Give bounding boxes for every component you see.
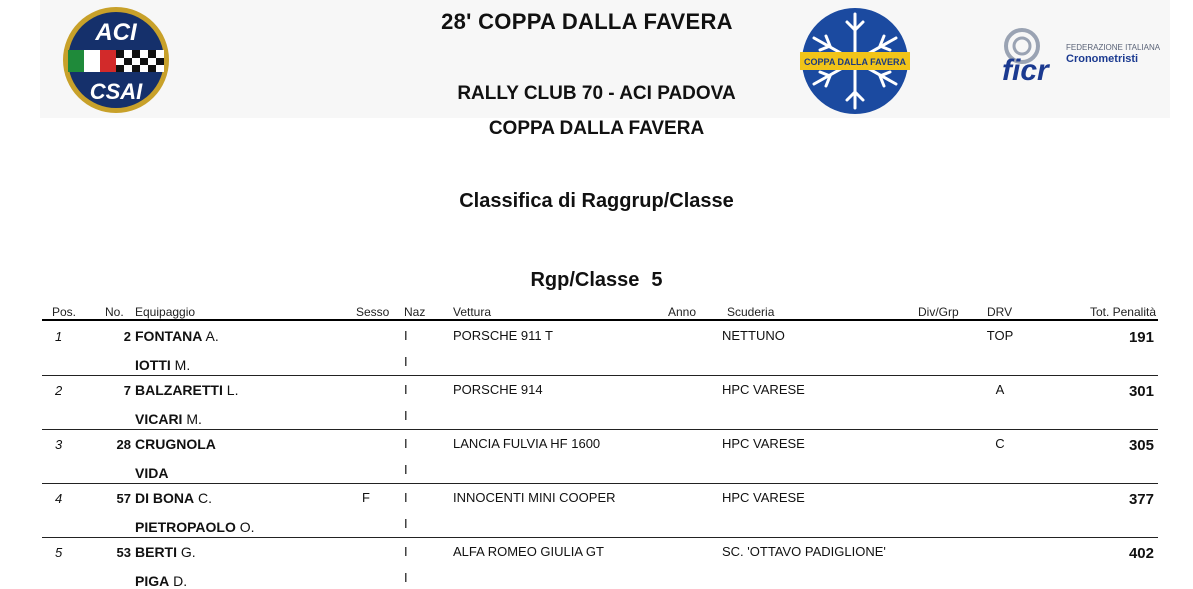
row-car: PORSCHE 914 — [453, 382, 543, 397]
driver-1 — [135, 490, 212, 506]
driver-2-initial: D. — [169, 573, 188, 589]
event-title: 28' COPPA DALLA FAVERA — [441, 9, 733, 34]
classification-title: Classifica di Raggrup/Classe — [459, 190, 734, 212]
col-penalty: Tot. Penalità — [1089, 305, 1156, 319]
row-number: 28 — [116, 437, 131, 452]
row-penalty: 377 — [1128, 491, 1154, 508]
row-nat-1: I — [404, 382, 408, 397]
group-value: 5 — [651, 269, 663, 291]
row-number: 7 — [123, 383, 131, 398]
col-nat: Naz — [404, 305, 426, 319]
col-sex: Sesso — [356, 305, 390, 319]
row-nat-2: I — [404, 570, 408, 585]
row-nat-1: I — [404, 490, 408, 505]
driver-2-surname: IOTTI — [135, 357, 171, 373]
row-car: LANCIA FULVIA HF 1600 — [453, 436, 601, 451]
row-team: HPC VARESE — [722, 382, 805, 397]
row-team: SC. 'OTTAVO PADIGLIONE' — [722, 544, 886, 559]
driver-2-initial: O. — [235, 519, 255, 535]
driver-2-surname: PIGA — [135, 573, 170, 589]
driver-2 — [135, 357, 190, 373]
row-divider — [42, 429, 1158, 430]
row-nat-1: I — [404, 544, 408, 559]
row-drv: C — [995, 436, 1005, 451]
row-penalty: 301 — [1128, 383, 1154, 400]
row-divider — [42, 483, 1158, 484]
row-penalty: 191 — [1128, 329, 1154, 346]
row-drv: A — [995, 382, 1005, 397]
row-pos: 1 — [55, 329, 63, 344]
driver-1-surname: CRUGNOLA — [135, 436, 216, 452]
col-crew: Equipaggio — [135, 305, 196, 319]
organizer-title: RALLY CLUB 70 - ACI PADOVA — [457, 83, 736, 104]
driver-1-initial: G. — [177, 544, 196, 560]
row-number: 2 — [123, 329, 131, 344]
row-drv: TOP — [986, 328, 1014, 343]
col-drv: DRV — [987, 305, 1013, 319]
row-team: HPC VARESE — [722, 436, 805, 451]
row-number: 53 — [116, 545, 131, 560]
ficr-mark-text: ficr — [1002, 54, 1049, 87]
row-divider — [42, 537, 1158, 538]
aci-text: ACI — [95, 19, 137, 46]
row-car: INNOCENTI MINI COOPER — [453, 490, 616, 505]
row-pos: 2 — [55, 383, 63, 398]
driver-2 — [135, 573, 187, 589]
csai-text: CSAI — [89, 79, 143, 104]
driver-1 — [135, 436, 216, 452]
driver-2 — [135, 411, 202, 427]
row-penalty: 305 — [1128, 437, 1154, 454]
driver-1-surname: BALZARETTI — [135, 382, 223, 398]
row-nat-2: I — [404, 462, 408, 477]
driver-2 — [135, 465, 168, 481]
driver-1-initial: L. — [222, 382, 239, 398]
driver-2-surname: PIETROPAOLO — [135, 519, 236, 535]
row-team: NETTUNO — [722, 328, 785, 343]
driver-2-surname: VICARI — [135, 411, 183, 427]
row-team: HPC VARESE — [722, 490, 805, 505]
row-pos: 3 — [55, 437, 63, 452]
col-pos: Pos. — [52, 305, 77, 319]
driver-1 — [135, 544, 196, 560]
driver-1 — [135, 328, 219, 344]
driver-1-initial: C. — [194, 490, 213, 506]
event-name-title: COPPA DALLA FAVERA — [488, 118, 705, 139]
header-rule — [42, 319, 1158, 321]
driver-2-surname: VIDA — [135, 465, 169, 481]
ficr-cronometristi-text: Cronometristi — [1066, 53, 1139, 65]
row-number: 57 — [116, 491, 131, 506]
col-div: Div/Grp — [918, 305, 959, 319]
row-nat-1: I — [404, 436, 408, 451]
row-pos: 4 — [55, 491, 63, 506]
col-team: Scuderia — [727, 305, 775, 319]
group-label: Rgp/Classe — [530, 269, 640, 291]
row-nat-2: I — [404, 354, 408, 369]
col-no: No. — [105, 305, 124, 319]
row-pos: 5 — [55, 545, 63, 560]
row-nat-1: I — [404, 328, 408, 343]
driver-1-initial: A. — [202, 328, 219, 344]
driver-1-surname: DI BONA — [135, 490, 195, 506]
row-nat-2: I — [404, 516, 408, 531]
row-divider — [42, 375, 1158, 376]
group-title — [0, 269, 1193, 292]
driver-2-initial: M. — [170, 357, 191, 373]
event-badge-text: COPPA DALLA FAVERA — [803, 57, 907, 67]
driver-1-surname: FONTANA — [135, 328, 203, 344]
driver-2-initial: M. — [182, 411, 202, 427]
row-nat-2: I — [404, 408, 408, 423]
driver-1-surname: BERTI — [135, 544, 177, 560]
ficr-federation-text: FEDERAZIONE ITALIANA — [1066, 43, 1161, 52]
col-year: Anno — [668, 305, 697, 319]
driver-1 — [135, 382, 238, 398]
row-car: ALFA ROMEO GIULIA GT — [453, 544, 604, 559]
row-penalty: 402 — [1128, 545, 1154, 562]
driver-2 — [135, 519, 255, 535]
row-car: PORSCHE 911 T — [453, 328, 553, 343]
row-sex: F — [362, 490, 370, 505]
col-car: Vettura — [453, 305, 492, 319]
